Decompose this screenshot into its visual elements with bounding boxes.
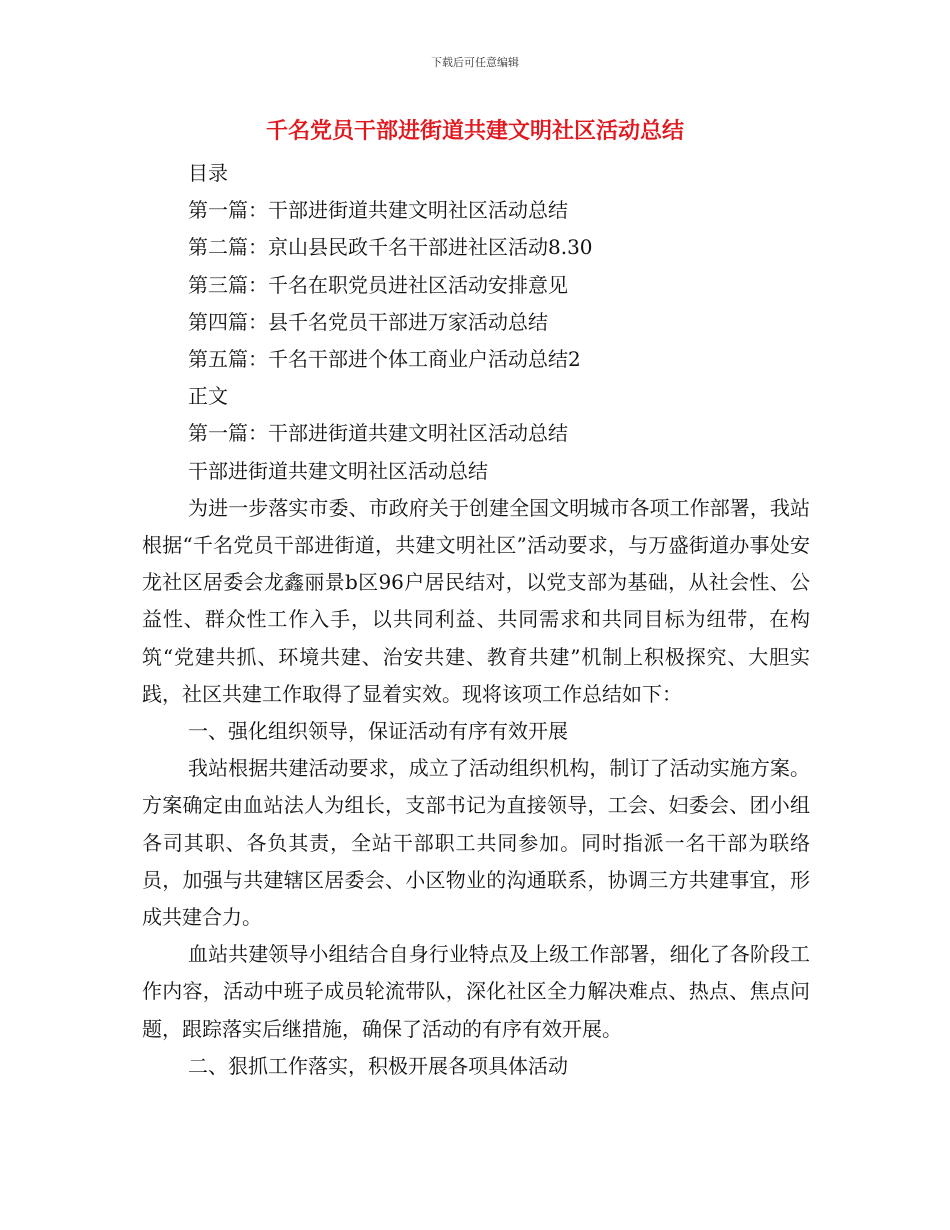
paragraph-organization: 我站根据共建活动要求，成立了活动组织机构，制订了活动实施方案。方案确定由血站法人为组长，支部书记为直接领导，工会、妇委会、团小组各司其职、各负其责，全站干部职工共同参加。同时指派一名干部为联络员，加强与共建辖区居委会、小区物业的沟通联系，协调三方共建事宜，形成共建合力。 xyxy=(142,756,810,930)
toc-item-2: 第二篇：京山县民政千名干部进社区活动8.30 xyxy=(188,235,593,260)
chapter-heading: 第一篇：干部进街道共建文明社区活动总结 xyxy=(188,421,568,446)
document-body xyxy=(142,155,810,1085)
toc-item-5: 第五篇：千名干部进个体工商业户活动总结2 xyxy=(188,347,581,372)
toc-item-3: 第三篇：千名在职党员进社区活动安排意见 xyxy=(188,272,568,297)
document-title: 千名党员干部进街道共建文明社区活动总结 xyxy=(265,119,684,144)
toc-item-4: 第四篇：县千名党员干部进万家活动总结 xyxy=(188,309,548,334)
body-heading: 正文 xyxy=(188,384,228,409)
paragraph-intro: 为进一步落实市委、市政府关于创建全国文明城市各项工作部署，我站根据“千名党员干部进街道，共建文明社区”活动要求，与万盛街道办事处安龙社区居委会龙鑫丽景b区96户居民结对，以党支部为基础，从社会性、公益性、群众性工作入手，以共同利益、共同需求和共同目标为纽带，在构筑“党建共抓、环境共建、治安共建、教育共建”机制上积极探究、大胆实践，社区共建工作取得了显着实效。现将该项工作总结如下： xyxy=(142,495,810,706)
section-heading-1: 一、强化组织领导，保证活动有序有效开展 xyxy=(188,719,568,744)
paragraph-leadership: 血站共建领导小组结合自身行业特点及上级工作部署，细化了各阶段工作内容，活动中班子成员轮流带队，深化社区全力解决难点、热点、焦点问题，跟踪落实后继措施，确保了活动的有序有效开展。 xyxy=(142,942,810,1041)
section-heading-2: 二、狠抓工作落实，积极开展各项具体活动 xyxy=(188,1053,568,1078)
toc-heading: 目录 xyxy=(188,161,228,185)
chapter-subtitle: 干部进街道共建文明社区活动总结 xyxy=(188,458,488,483)
toc-item-1: 第一篇：干部进街道共建文明社区活动总结 xyxy=(188,198,568,223)
header-note: 下载后可任意编辑 xyxy=(431,56,519,69)
